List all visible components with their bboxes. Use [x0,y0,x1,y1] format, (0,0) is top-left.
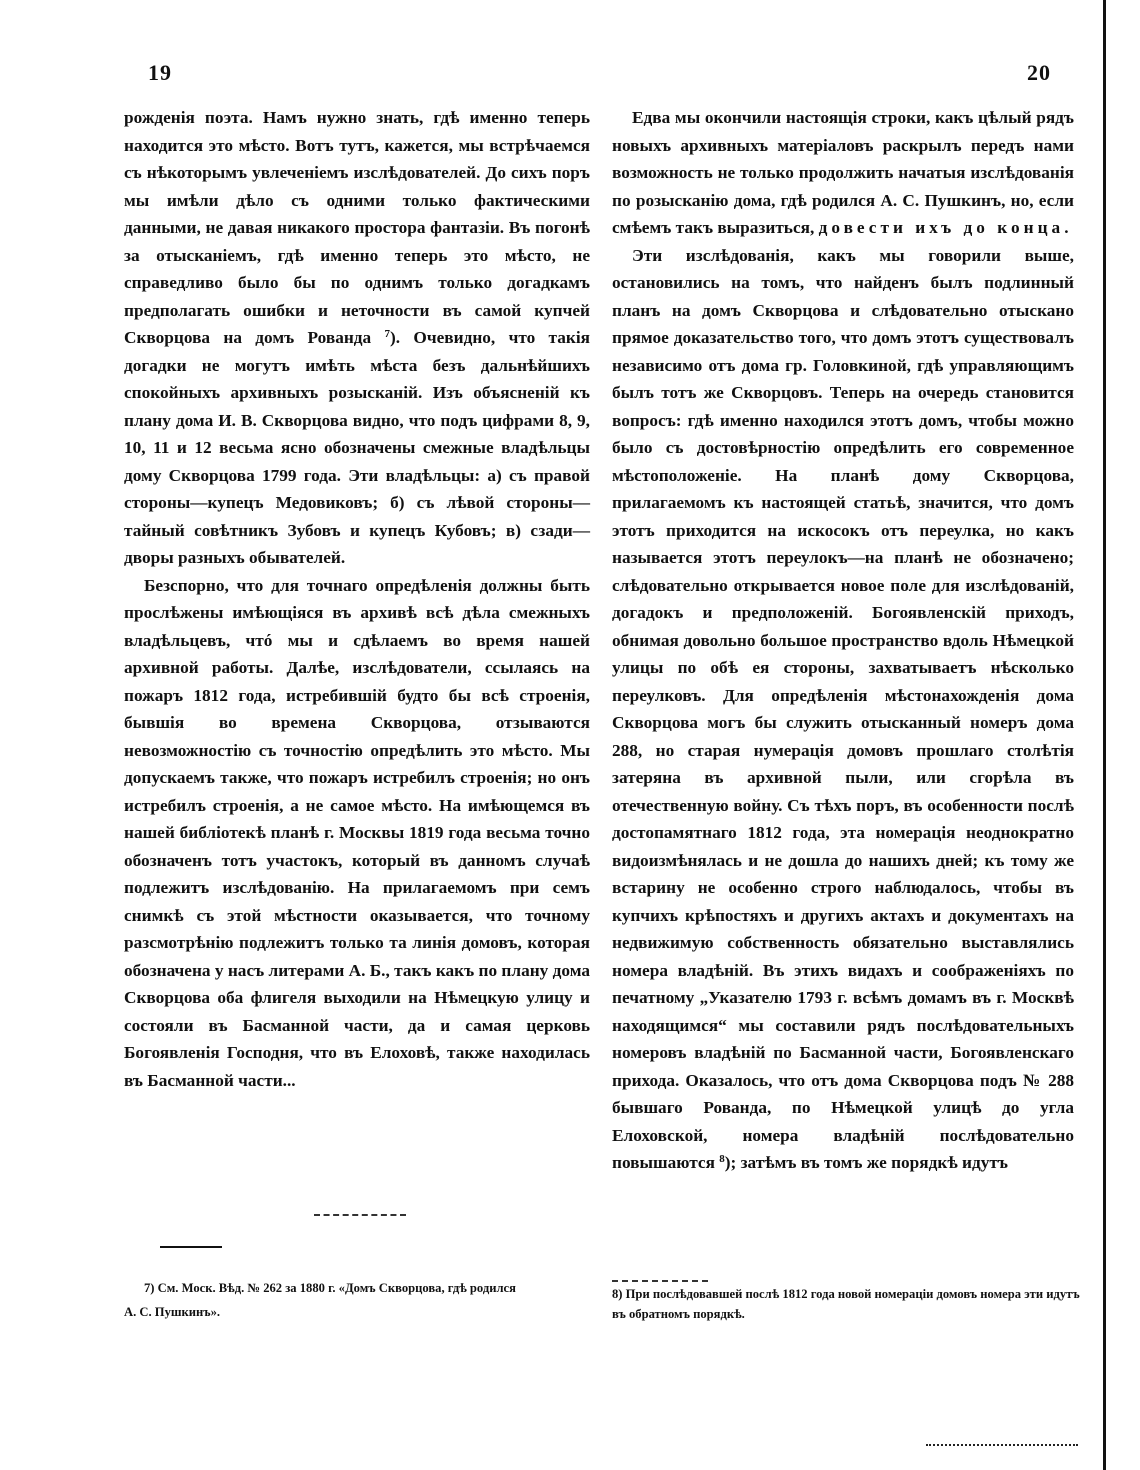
footnote-7-line-2: А. С. Пушкинъ». [124,1305,221,1319]
left-paragraph-2: Безспорно, что для точнаго опредѣленія должны быть прослѣжены имѣющіяся въ архивѣ всѣ дѣла смежныхъ владѣльцевъ, чтó мы и сдѣлаемъ во время нашей архивной работы. Далѣе, изслѣдователи, ссылаясь на пожаръ 1812 года, истребившій будто бы всѣ строенія, бывшія во времена Скворцова, отзываются невозможностію съ точностію опредѣлить это мѣсто. Мы допускаемъ также, что пожаръ истребилъ строенія; но онъ истребилъ строенія, а не самое мѣсто. На имѣющемся въ нашей библіотекѣ планѣ г. Москвы 1819 года весьма точно обозначенъ тотъ участокъ, который въ данномъ случаѣ подлежитъ изслѣдованію. На прилагаемомъ при семъ снимкѣ съ этой мѣстности оказывается, что точному разсмотрѣнію подлежитъ только та линія домовъ, которая обозначена у насъ литерами А. Б., такъ какъ по плану дома Скворцова оба флигеля выходили на Нѣмецкую улицу и состояли въ Басманной части, да и самая церковь Богоявленія Господня, что въ Елоховѣ, также находилась въ Басманной части... [124,575,590,1090]
left-paragraph-1-rest: ). Очевидно, что такія догадки не могутъ имѣть мѣста безъ дальнѣйшихъ спокойныхъ архивныхъ розысканій. Изъ объясненій къ плану дома И. В. Скворцова видно, что подъ цифрами 8, 9, 10, 11 и 12 весьма ясно обозначены смежные владѣльцы дому Скворцова 1799 года. Эти владѣльцы: а) съ правой стороны—купецъ Медовиковъ; б) съ лѣвой стороны—тайный совѣтникъ Зубовъ и купецъ Кубовъ; в) сзади—дворы разныхъ обывателей. [124,328,590,567]
right-paragraph-1-spaced: довести ихъ до конца. [818,218,1073,237]
footnote-7 [124,1276,594,1324]
footnote-ref-8: 8 [719,1153,725,1165]
left-paragraph-1-text: рожденія поэта. Намъ нужно знать, гдѣ именно теперь находится это мѣсто. Вотъ тутъ, кажется, мы встрѣчаемся съ нѣкоторымъ увлеченіемъ изслѣдователей. До сихъ поръ мы имѣли дѣло съ одними только фактическими данными, не давая никакого простора фантазіи. Въ погонѣ за отысканіемъ, гдѣ именно теперь это мѣсто, не справедливо было бы по однимъ только догадкамъ предполагать ошибки и неточности въ самой купчей Скворцова на домъ Рованда [124,108,590,347]
left-column [124,104,590,1094]
footnote-8: 8) При послѣдовавшей послѣ 1812 года новой номераціи домовъ номера эти идутъ въ обратномъ порядкѣ. [612,1287,1080,1321]
right-paragraph-1-text: Едва мы окончили настоящія строки, какъ цѣлый рядъ новыхъ архивныхъ матеріаловъ раскрылъ передъ нами возможность не только продолжить начатыя изслѣдованія по розысканію дома, гдѣ родился А. С. Пушкинъ, но, если смѣемъ такъ выразиться, [612,108,1074,237]
page-number-right: 20 [1027,60,1051,85]
footnote-rule-right [612,1280,708,1282]
section-end-dash [314,1214,406,1216]
bottom-print-marks [926,1444,1078,1446]
footnote-ref-7: 7 [384,328,391,340]
right-paragraph-1 [612,104,1074,242]
left-paragraph-1 [124,104,590,572]
footnote-7-line-1: 7) См. Моск. Вѣд. № 262 за 1880 г. «Домъ Скворцова, гдѣ родился [144,1281,516,1295]
page-edge-line [1103,0,1106,1470]
right-paragraph-2 [612,242,1074,1177]
right-paragraph-2-text: Эти изслѣдованія, какъ мы говорили выше, остановились на томъ, что найденъ былъ подлинный планъ на домъ Скворцова и слѣдовательно отыскано прямое доказательство того, что домъ этотъ существовалъ независимо отъ дома гр. Головкиной, гдѣ управляющимъ былъ тотъ же Скворцовъ. Теперь на очередь становится вопросъ: гдѣ именно находился этотъ домъ, чтобы можно было съ достовѣрностію опредѣлить его современное мѣстоположеніе. На планѣ дому Скворцова, прилагаемомъ къ настоящей статьѣ, значится, что домъ этотъ приходится на искосокъ отъ переулка, но какъ называется этотъ переулокъ—на планѣ не обозначено; слѣдовательно открывается новое поле для изслѣдованій, догадокъ и предположеній. Богоявленскій приходъ, обнимая довольно большое пространство вдоль Нѣмецкой улицы по обѣ ея стороны, захватываетъ нѣсколько переулковъ. Для опредѣленія мѣстонахожденія дома Скворцова могъ бы служить отысканный номеръ дома 288, но старая нумерація домовъ прошлаго столѣтія затеряна въ архивной пыли, или сгорѣла въ отечественную войну. Съ тѣхъ поръ, въ особенности послѣ достопамятнаго 1812 года, эта номерація неоднократно видоизмѣнялась и не дошла до нашихъ дней; къ тому же встарину не особенно строго наблюдалось, чтобы въ купчихъ крѣпостяхъ и другихъ актахъ и документахъ на недвижимую собственность обязательно выставлялись номера владѣній. Въ этихъ видахъ и соображеніяхъ по печатному „Указателю 1793 г. всѣмъ домамъ въ г. Москвѣ находящимся“ мы составили рядъ послѣдовательныхъ номеровъ владѣній по Басманной части, Богоявленскаго прихода. Оказалось, что отъ дома Скворцова подъ № 288 бывшаго Рованда, по Нѣмецкой улицѣ до угла Елоховской, номера владѣній послѣдовательно повышаются [612,245,1074,1172]
page-number-left: 19 [148,60,172,85]
right-column [612,104,1074,1177]
footnote-rule-left [160,1246,222,1248]
right-paragraph-2-rest: ); затѣмъ въ томъ же порядкѣ идутъ [724,1153,1008,1172]
